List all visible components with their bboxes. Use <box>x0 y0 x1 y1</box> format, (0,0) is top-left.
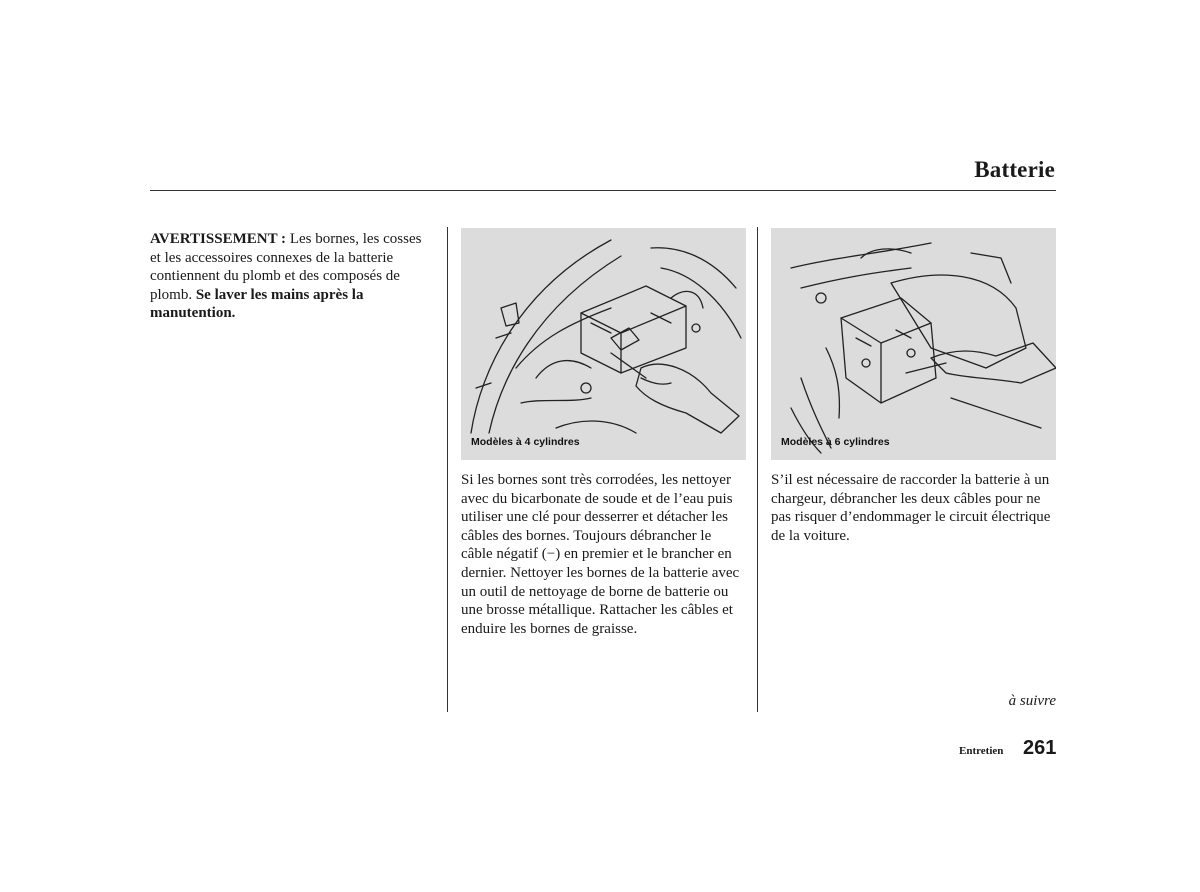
page-number: 261 <box>1023 737 1057 759</box>
column-divider-left <box>447 227 448 712</box>
warning-text: Les bornes, les cosses et les accessoires connexes de la batterie contiennent du plomb et des composés de plomb. <box>150 231 422 303</box>
figure-4-cylinder <box>461 228 746 460</box>
figure-caption-4cyl: Modèles à 4 cylindres <box>471 436 580 448</box>
column-divider-right <box>757 227 758 712</box>
warning-emphasis: Se laver les mains après la manutention. <box>150 286 364 322</box>
paragraph-cleaning: Si les bornes sont très corrodées, les nettoyer avec du bicarbonate de soude et de l’eau puis utiliser une clé pour desserrer et détacher les câbles des bornes. Toujours débrancher le câble négatif (−) en premier et le brancher en dernier. Nettoyer les bornes de la batterie avec un outil de nettoyage de borne de batterie ou une brosse métallique. Rattacher les câbles et enduire les bornes de graisse. <box>461 472 740 637</box>
warning-label: AVERTISSEMENT : <box>150 231 287 247</box>
header-rule <box>150 190 1056 191</box>
continued-note: à suivre <box>1008 693 1056 709</box>
footer-section: Entretien <box>959 745 1004 757</box>
warning-block <box>150 230 435 323</box>
figure-caption-6cyl: Modèles à 6 cylindres <box>781 436 890 448</box>
page-title: Batterie <box>974 157 1055 182</box>
paragraph-charger: S’il est nécessaire de raccorder la batterie à un chargeur, débrancher les deux câbles pour ne pas risquer d’endommager le circuit électrique de la voiture. <box>771 472 1051 544</box>
battery-4cyl-illustration <box>461 228 746 460</box>
figure-6-cylinder <box>771 228 1056 460</box>
battery-6cyl-illustration <box>771 228 1056 460</box>
